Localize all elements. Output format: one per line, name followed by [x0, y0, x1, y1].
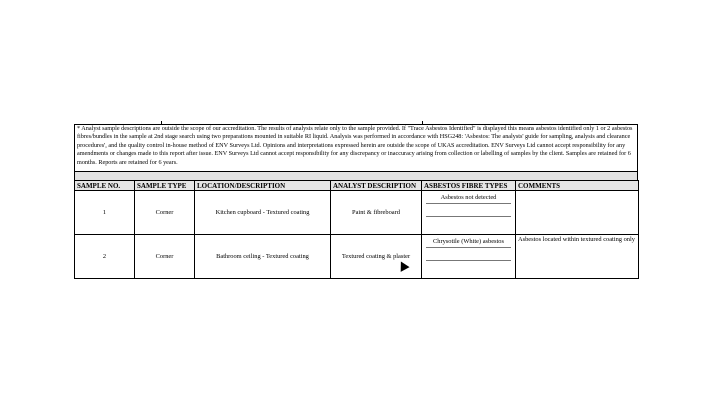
comments-cell — [516, 191, 639, 235]
header-comments: COMMENTS — [516, 181, 639, 191]
results-table — [74, 180, 639, 279]
location-cell: Bathroom ceiling - Textured coating — [195, 235, 331, 279]
header-location: LOCATION/DESCRIPTION — [195, 181, 331, 191]
analyst-description-cell: Textured coating & plaster — [331, 235, 422, 279]
disclaimer-box — [74, 124, 638, 171]
disclaimer-notes: * Analyst sample descriptions are outside the scope of our accreditation. The results of analysis relate only to the sample provided. If "Trace Asbestos Identified" is displayed this means asbestos identified only 1 or 2 asbestos fibres/bundles in the sample at 2nd stage search using two preparations mounted in suitable RI liquid. Analysis was performed in accordance with HSG248: 'Asbestos: The analysts' guide for sampling, analysis and clearance procedures', and the quality control in-house method of ENV Surveys Ltd. Opinions and interpretations expressed herein are outside the scope of UKAS accreditation. ENV Surveys Ltd cannot accept responsibility for any amendments or changes made to this report after issue. ENV Surveys Ltd cannot accept responsibility for any discrepancy or inaccuracy arising from collection or labelling of samples by the client. Samples are retained for 6 months. Reports are retained for 6 years. — [77, 125, 633, 166]
sample-no-cell: 2 — [75, 235, 135, 279]
column-tick — [161, 121, 162, 125]
sample-type-cell: Corner — [135, 235, 195, 279]
header-analyst-description: ANALYST DESCRIPTION — [331, 181, 422, 191]
table-row — [75, 235, 639, 279]
fibre-type-line: Asbestos not detected — [426, 191, 511, 204]
header-sample-no: SAMPLE NO. — [75, 181, 135, 191]
analyst-description-cell: Paint & fibreboard — [331, 191, 422, 235]
fibre-type-line: Chrysotile (White) asbestos — [426, 235, 511, 248]
fibre-types-cell — [422, 235, 516, 279]
comments-cell: Asbestos located within textured coating only — [516, 235, 639, 279]
sample-type-cell: Corner — [135, 191, 195, 235]
report-sheet — [74, 124, 638, 279]
header-fibre-types: ASBESTOS FIBRE TYPES — [422, 181, 516, 191]
header-sample-type: SAMPLE TYPE — [135, 181, 195, 191]
fibre-type-line — [426, 261, 511, 274]
separator-band — [74, 171, 638, 180]
sample-no-cell: 1 — [75, 191, 135, 235]
fibre-types-cell — [422, 191, 516, 235]
location-cell: Kitchen cupboard - Textured coating — [195, 191, 331, 235]
fibre-type-line — [426, 204, 511, 217]
table-row — [75, 191, 639, 235]
fibre-type-line — [426, 248, 511, 261]
header-row — [75, 181, 639, 191]
column-tick — [422, 121, 423, 125]
fibre-type-line — [426, 217, 511, 230]
